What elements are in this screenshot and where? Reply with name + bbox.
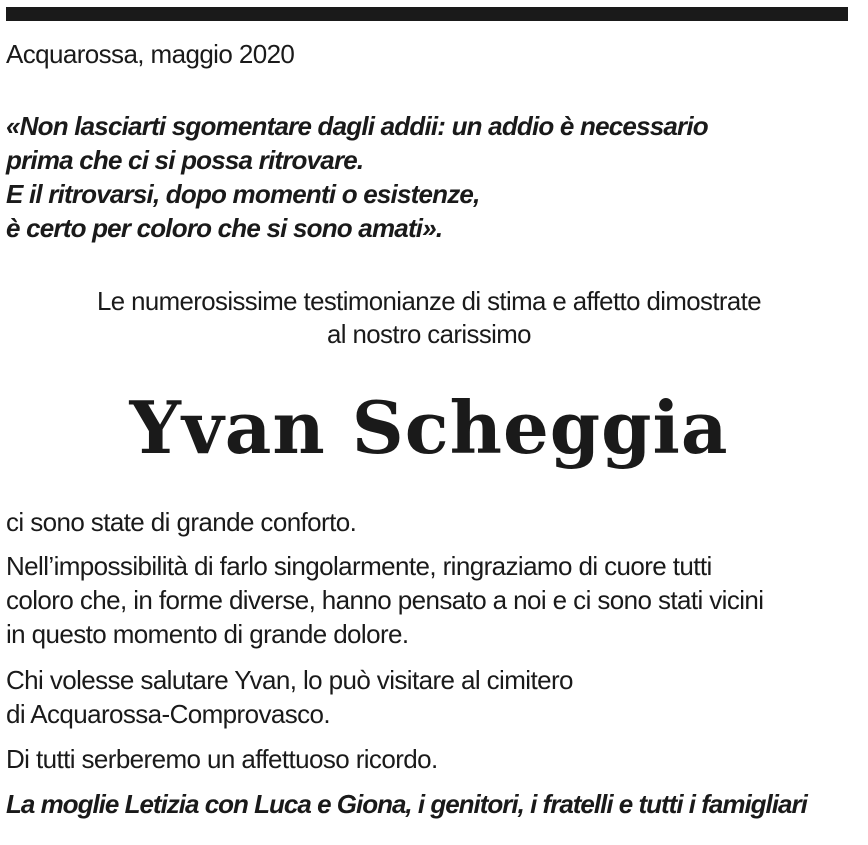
comfort-text: ci sono state di grande conforto.: [6, 507, 357, 537]
quote-line-3: E il ritrovarsi, dopo momenti o esistenze,: [6, 179, 480, 209]
thanks-line-3: in questo momento di grande dolore.: [6, 619, 409, 649]
visit-line-2: di Acquarossa-Comprovasco.: [6, 699, 330, 729]
memory-text: Di tutti serberemo un affettuoso ricordo.: [6, 744, 438, 774]
thanks-line-1: Nell’impossibilità di farlo singolarmente, ringraziamo di cuore tutti: [6, 551, 712, 581]
visit-line-1: Chi volesse salutare Yvan, lo può visitare al cimitero: [6, 665, 573, 695]
deceased-name: Yvan Scheggia: [129, 385, 729, 470]
quote-line-4: è certo per coloro che si sono amati».: [6, 213, 443, 243]
quote-line-2: prima che ci si possa ritrovare.: [6, 145, 364, 175]
place-date: Acquarossa, maggio 2020: [6, 39, 295, 69]
top-black-rule: [6, 7, 848, 21]
thanks-line-2: coloro che, in forme diverse, hanno pensato a noi e ci sono stati vicini: [6, 585, 764, 615]
intro-line-1: Le numerosissime testimonianze di stima e affetto dimostrate: [96, 286, 762, 316]
family-signature: La moglie Letizia con Luca e Giona, i genitori, i fratelli e tutti i famigliari: [6, 789, 807, 819]
quote-line-1: «Non lasciarti sgomentare dagli addii: un addio è necessario: [6, 111, 708, 141]
intro-line-2: al nostro carissimo: [327, 319, 531, 349]
